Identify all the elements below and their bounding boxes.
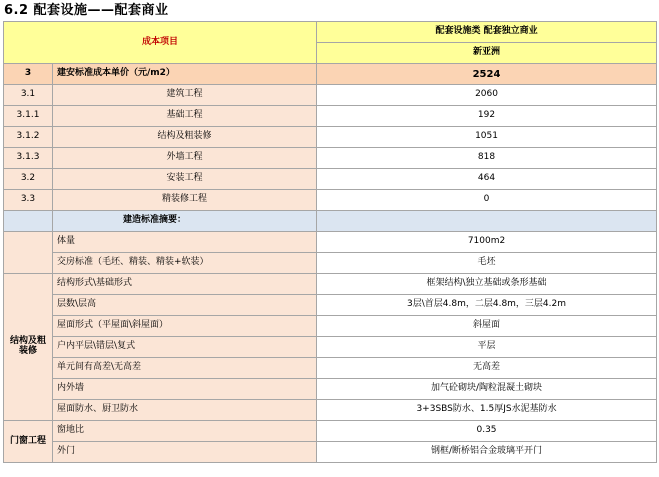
table-row bbox=[4, 442, 657, 463]
summary-header-spacer bbox=[4, 211, 53, 232]
row-label: 屋面形式（平屋面\斜屋面） bbox=[53, 316, 317, 337]
row-code: 3.1.2 bbox=[4, 127, 53, 148]
page-title: 6.2 配套设施——配套商业 bbox=[4, 3, 169, 18]
table-row bbox=[4, 295, 657, 316]
table-row bbox=[4, 253, 657, 274]
table-row bbox=[4, 274, 657, 295]
row-label: 户内平层\错层\复式 bbox=[53, 337, 317, 358]
header-row bbox=[4, 22, 657, 43]
table-row bbox=[4, 169, 657, 190]
row-value: 3+3SBS防水、1.5厚JS水泥基防水 bbox=[317, 400, 657, 421]
row-value: 818 bbox=[317, 148, 657, 169]
row-value: 0.35 bbox=[317, 421, 657, 442]
row-name: 建筑工程 bbox=[53, 85, 317, 106]
row-value: 框架结构\独立基础或条形基础 bbox=[317, 274, 657, 295]
row-value: 464 bbox=[317, 169, 657, 190]
cost-item-header: 成本项目 bbox=[4, 22, 317, 64]
project-header: 新亚洲 bbox=[317, 43, 657, 64]
row-label: 交房标准（毛坯、精装、精装+软装） bbox=[53, 253, 317, 274]
row-code: 3.3 bbox=[4, 190, 53, 211]
row-code: 3.1.1 bbox=[4, 106, 53, 127]
row-name: 外墙工程 bbox=[53, 148, 317, 169]
row-value: 2524 bbox=[317, 64, 657, 85]
row-code: 3 bbox=[4, 64, 53, 85]
row-name: 建安标准成本单价（元/m2） bbox=[53, 64, 317, 85]
row-code: 3.1 bbox=[4, 85, 53, 106]
row-value: 3层\首层4.8m，二层4.8m，三层4.2m bbox=[317, 295, 657, 316]
row-value: 加气砼砌块/陶粒混凝土砌块 bbox=[317, 379, 657, 400]
row-label: 屋面防水、厨卫防水 bbox=[53, 400, 317, 421]
row-label: 体量 bbox=[53, 232, 317, 253]
row-code: 3.2 bbox=[4, 169, 53, 190]
cost-table bbox=[3, 21, 657, 463]
row-code: 3.1.3 bbox=[4, 148, 53, 169]
row-value: 斜屋面 bbox=[317, 316, 657, 337]
table-row bbox=[4, 232, 657, 253]
row-name: 精装修工程 bbox=[53, 190, 317, 211]
window-group-label: 门窗工程 bbox=[4, 421, 53, 463]
table-row bbox=[4, 148, 657, 169]
row-label: 内外墙 bbox=[53, 379, 317, 400]
row-label: 窗地比 bbox=[53, 421, 317, 442]
facility-header: 配套设施类 配套独立商业 bbox=[317, 22, 657, 43]
table-row bbox=[4, 337, 657, 358]
table-row bbox=[4, 316, 657, 337]
table-row bbox=[4, 421, 657, 442]
row-label: 结构形式\基础形式 bbox=[53, 274, 317, 295]
row-name: 结构及粗装修 bbox=[53, 127, 317, 148]
row-label: 单元间有高差\无高差 bbox=[53, 358, 317, 379]
table-row bbox=[4, 106, 657, 127]
row-value: 平层 bbox=[317, 337, 657, 358]
row-value: 无高差 bbox=[317, 358, 657, 379]
table-row bbox=[4, 85, 657, 106]
row-value: 2060 bbox=[317, 85, 657, 106]
summary-header: 建造标准摘要： bbox=[53, 211, 317, 232]
summary-header-row bbox=[4, 211, 657, 232]
row-name: 基础工程 bbox=[53, 106, 317, 127]
row-value: 毛坯 bbox=[317, 253, 657, 274]
table-row bbox=[4, 64, 657, 85]
basic-group-cell bbox=[4, 232, 53, 274]
row-value: 192 bbox=[317, 106, 657, 127]
table-row bbox=[4, 127, 657, 148]
table-row bbox=[4, 190, 657, 211]
summary-header-blank bbox=[317, 211, 657, 232]
row-name: 安装工程 bbox=[53, 169, 317, 190]
row-value: 0 bbox=[317, 190, 657, 211]
table-row bbox=[4, 400, 657, 421]
row-label: 层数\层高 bbox=[53, 295, 317, 316]
table-row bbox=[4, 379, 657, 400]
table-row bbox=[4, 358, 657, 379]
row-label: 外门 bbox=[53, 442, 317, 463]
row-value: 7100m2 bbox=[317, 232, 657, 253]
row-value: 钢框/断桥铝合金玻璃平开门 bbox=[317, 442, 657, 463]
structure-group-label: 结构及粗装修 bbox=[4, 274, 53, 421]
row-value: 1051 bbox=[317, 127, 657, 148]
